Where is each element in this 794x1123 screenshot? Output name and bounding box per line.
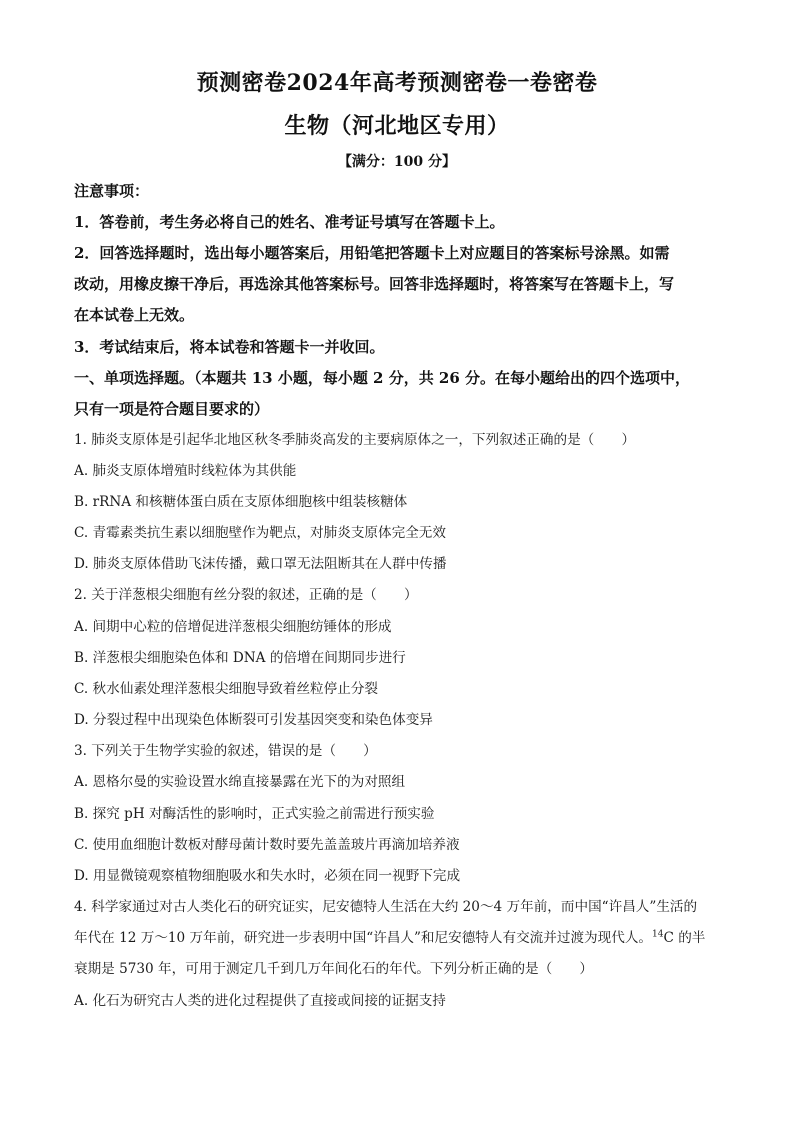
notice-item-2-line-3: 在本试卷上无效。	[74, 306, 195, 324]
exam-title: 预测密卷2024年高考预测密卷一卷密卷	[196, 70, 598, 96]
question-3-option-d: D. 用显微镜观察植物细胞吸水和失水时，必须在同一视野下完成	[74, 868, 461, 884]
question-1-option-a: A. 肺炎支原体增殖时线粒体为其供能	[74, 463, 297, 479]
question-2-option-b: B. 洋葱根尖细胞染色体和 DNA 的倍增在间期同步进行	[74, 650, 406, 666]
question-1-stem: 1. 肺炎支原体是引起华北地区秋冬季肺炎高发的主要病原体之一，下列叙述正确的是（ ）	[74, 432, 636, 448]
question-3-stem: 3. 下列关于生物学实验的叙述，错误的是（ ）	[74, 743, 377, 759]
isotope-tail: C 的半	[663, 930, 706, 946]
question-2-option-d: D. 分裂过程中出现染色体断裂可引发基因突变和染色体变异	[74, 712, 433, 728]
question-4-stem-line-3: 衰期是 5730 年，可用于测定几千到几万年间化石的年代。下列分析正确的是（ ）	[74, 961, 594, 977]
question-3-option-a: A. 恩格尔曼的实验设置水绵直接暴露在光下的为对照组	[74, 774, 406, 790]
notice-item-2-line-2: 改动，用橡皮擦干净后，再选涂其他答案标号。回答非选择题时，将答案写在答题卡上，写	[74, 275, 675, 293]
question-2-stem: 2. 关于洋葱根尖细胞有丝分裂的叙述，正确的是（ ）	[74, 587, 418, 603]
notice-item-2-line-1: 2．回答选择题时，选出每小题答案后，用铅笔把答题卡上对应题目的答案标号涂黑。如需	[74, 244, 670, 262]
question-4-option-a: A. 化石为研究古人类的进化过程提供了直接或间接的证据支持	[74, 993, 446, 1009]
question-2-option-c: C. 秋水仙素处理洋葱根尖细胞导致着丝粒停止分裂	[74, 681, 379, 697]
question-1-option-b: B. rRNA 和核糖体蛋白质在支原体细胞核中组装核糖体	[74, 494, 408, 510]
notice-heading: 注意事项：	[74, 182, 150, 200]
notice-item-3: 3．考试结束后，将本试卷和答题卡一并收回。	[74, 338, 385, 356]
question-3-option-b: B. 探究 pH 对酶活性的影响时，正式实验之前需进行预实验	[74, 806, 435, 822]
section-heading-line-2: 只有一项是符合题目要求的）	[74, 400, 270, 418]
question-4-stem-line-2-text: 年代在 12 万～10 万年前，研究进一步表明中国“许昌人”和尼安德特人有交流并过渡为现代人。	[74, 930, 653, 946]
notice-item-1: 1．答卷前，考生务必将自己的姓名、准考证号填写在答题卡上。	[74, 213, 505, 231]
question-4-stem-line-1: 4. 科学家通过对古人类化石的研究证实，尼安德特人生活在大约 20～4 万年前，而中国“许昌人”生活的	[74, 899, 698, 915]
section-heading-line-1: 一、单项选择题。（本题共 13 小题，每小题 2 分，共 26 分。在每小题给出的四个选项中，	[74, 369, 691, 387]
question-3-option-c: C. 使用血细胞计数板对酵母菌计数时要先盖盖玻片再滴加培养液	[74, 837, 460, 853]
question-2-option-a: A. 间期中心粒的倍增促进洋葱根尖细胞纺锤体的形成	[74, 619, 392, 635]
question-4-stem-line-2	[74, 928, 705, 948]
isotope-mass-number: 14	[652, 929, 664, 940]
question-1-option-c: C. 青霉素类抗生素以细胞壁作为靶点，对肺炎支原体完全无效	[74, 525, 446, 541]
question-1-option-d: D. 肺炎支原体借助飞沫传播，戴口罩无法阻断其在人群中传播	[74, 556, 447, 572]
full-score: 【满分：100 分】	[337, 154, 457, 170]
exam-subtitle: 生物（河北地区专用）	[284, 113, 510, 139]
